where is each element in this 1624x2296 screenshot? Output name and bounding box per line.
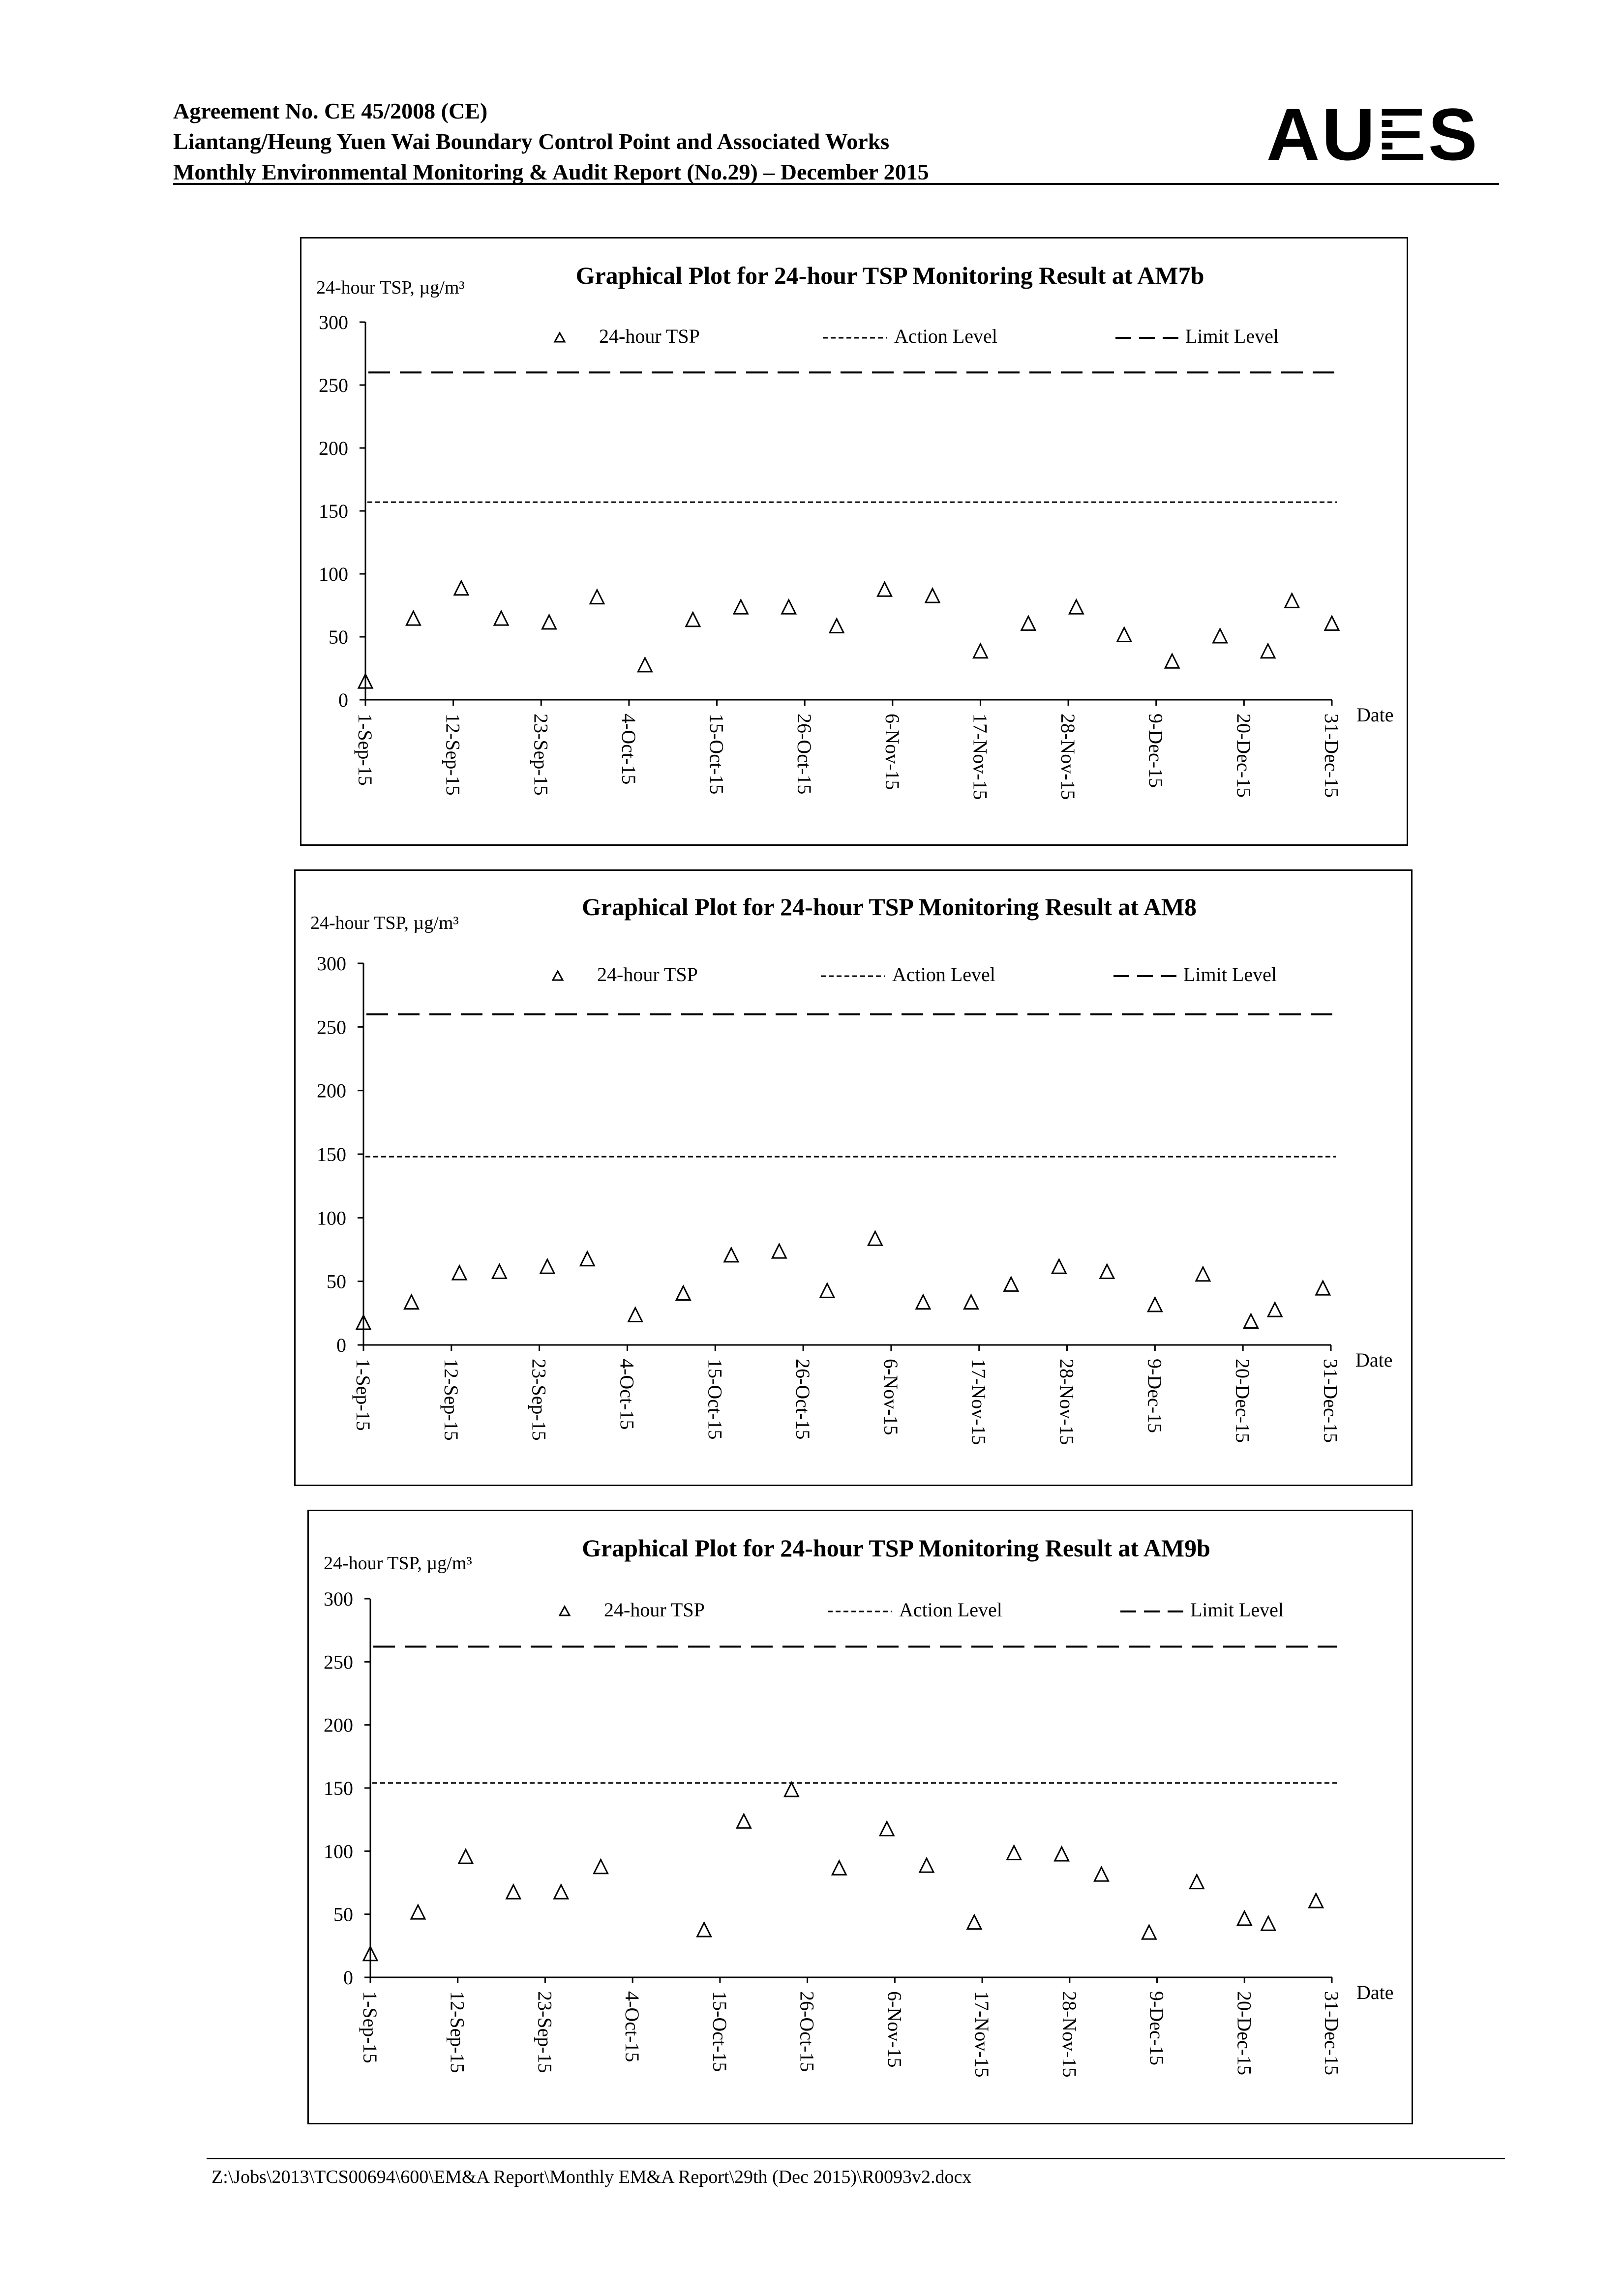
tsp-data-point	[507, 1885, 520, 1899]
tsp-data-point	[880, 1822, 894, 1836]
tsp-data-point	[1213, 629, 1227, 643]
tsp-data-point	[554, 1885, 568, 1899]
tsp-data-point	[452, 1266, 466, 1280]
y-axis-label: 24-hour TSP, µg/m³	[310, 913, 459, 933]
x-tick-label: 20-Dec-15	[1233, 714, 1255, 798]
tsp-data-point	[1261, 644, 1275, 658]
y-tick-label: 50	[329, 626, 348, 648]
tsp-data-point	[916, 1295, 930, 1309]
x-tick-label: 6-Nov-15	[879, 1359, 902, 1435]
tsp-data-point	[594, 1860, 608, 1874]
x-tick-label: 6-Nov-15	[881, 714, 903, 790]
tsp-data-point	[1142, 1925, 1156, 1939]
x-tick-label: 15-Oct-15	[705, 714, 728, 795]
tsp-data-point	[629, 1308, 642, 1322]
tsp-data-point	[1007, 1846, 1021, 1859]
y-tick-label: 150	[319, 500, 348, 522]
logo-text-e: E	[1377, 93, 1428, 176]
tsp-data-point	[676, 1286, 690, 1300]
x-tick-label: 12-Sep-15	[440, 1359, 462, 1441]
tsp-data-point	[590, 590, 604, 604]
legend-label-limit: Limit Level	[1190, 1599, 1284, 1621]
tsp-data-point	[920, 1858, 933, 1872]
x-tick-label: 1-Sep-15	[352, 1359, 374, 1431]
tsp-data-point	[967, 1915, 981, 1929]
tsp-data-point	[734, 600, 748, 614]
tsp-data-point	[832, 1861, 846, 1875]
tsp-data-point	[1316, 1281, 1330, 1295]
tsp-data-point	[411, 1905, 425, 1919]
chart-legend	[560, 1599, 1284, 1621]
y-tick-label: 250	[319, 374, 348, 396]
y-tick-label: 100	[324, 1840, 353, 1863]
x-tick-label: 26-Oct-15	[796, 1991, 818, 2072]
tsp-data-point	[492, 1265, 506, 1279]
tsp-data-point	[784, 1783, 798, 1796]
y-tick-label: 200	[317, 1079, 346, 1102]
x-tick-label: 26-Oct-15	[793, 714, 816, 795]
x-tick-label: 9-Dec-15	[1143, 1359, 1166, 1433]
y-tick-label: 50	[327, 1270, 346, 1293]
x-tick-label: 31-Dec-15	[1321, 1991, 1343, 2076]
footer-divider	[207, 2158, 1505, 2159]
x-tick-label: 4-Oct-15	[617, 714, 640, 785]
x-axis-label: Date	[1356, 704, 1394, 726]
chart-am9b	[307, 1510, 1413, 2124]
chart-title: Graphical Plot for 24-hour TSP Monitoring Result at AM8	[581, 893, 1197, 921]
logo-text-au: AU	[1266, 93, 1377, 176]
tsp-data-point	[1148, 1298, 1162, 1312]
y-tick-label: 0	[338, 689, 348, 711]
tsp-data-point	[1237, 1911, 1251, 1925]
y-tick-label: 150	[324, 1777, 353, 1799]
tsp-data-point	[1190, 1875, 1203, 1889]
y-tick-label: 0	[343, 1967, 353, 1989]
chart-am8-svg	[296, 871, 1414, 1488]
tsp-data-point	[454, 581, 468, 595]
tsp-data-point	[1262, 1916, 1275, 1930]
tsp-data-point	[964, 1295, 978, 1309]
tsp-data-point	[830, 619, 843, 633]
y-tick-label: 250	[317, 1016, 346, 1039]
tsp-data-point	[1244, 1314, 1258, 1328]
tsp-data-point	[1094, 1867, 1108, 1881]
tsp-data-point	[406, 611, 420, 625]
legend-label-tsp: 24-hour TSP	[604, 1599, 705, 1621]
x-tick-label: 15-Oct-15	[708, 1991, 731, 2072]
x-tick-label: 12-Sep-15	[442, 714, 464, 796]
tsp-data-point	[878, 582, 892, 596]
tsp-data-point	[1285, 594, 1299, 607]
tsp-data-point	[459, 1849, 473, 1863]
tsp-data-point	[541, 1259, 554, 1273]
x-tick-label: 17-Nov-15	[971, 1991, 993, 2078]
legend-label-tsp: 24-hour TSP	[597, 963, 698, 985]
tsp-data-point	[1268, 1303, 1282, 1316]
tsp-data-point	[868, 1231, 882, 1245]
y-tick-label: 300	[319, 311, 348, 333]
x-tick-label: 17-Nov-15	[967, 1359, 990, 1445]
tsp-data-point	[724, 1248, 738, 1262]
tsp-data-point	[1052, 1259, 1066, 1273]
tsp-data-point	[697, 1923, 711, 1937]
tsp-data-point	[686, 613, 700, 626]
x-tick-label: 23-Sep-15	[534, 1991, 556, 2073]
legend-label-limit: Limit Level	[1183, 963, 1277, 985]
x-tick-label: 31-Dec-15	[1320, 1359, 1342, 1443]
tsp-data-point	[1022, 616, 1035, 630]
tsp-data-point	[638, 658, 652, 672]
tsp-data-point	[820, 1283, 834, 1297]
x-tick-label: 12-Sep-15	[446, 1991, 469, 2073]
x-tick-label: 23-Sep-15	[528, 1359, 550, 1441]
x-tick-label: 1-Sep-15	[354, 714, 376, 786]
x-tick-label: 20-Dec-15	[1232, 1359, 1254, 1443]
x-tick-label: 6-Nov-15	[883, 1991, 906, 2068]
legend-label-action: Action Level	[894, 325, 997, 347]
legend-marker-tsp	[553, 971, 563, 980]
x-tick-label: 23-Sep-15	[530, 714, 552, 796]
tsp-data-point	[1100, 1265, 1114, 1279]
tsp-data-point	[542, 615, 556, 629]
y-tick-label: 100	[319, 563, 348, 585]
tsp-data-point	[494, 611, 508, 625]
tsp-data-point	[580, 1252, 594, 1266]
x-tick-label: 4-Oct-15	[616, 1359, 638, 1430]
chart-legend	[555, 325, 1279, 347]
x-tick-label: 4-Oct-15	[621, 1991, 644, 2062]
chart-title: Graphical Plot for 24-hour TSP Monitoring Result at AM9b	[582, 1534, 1210, 1562]
x-tick-label: 31-Dec-15	[1321, 714, 1343, 798]
tsp-data-point	[1055, 1847, 1069, 1861]
y-tick-label: 0	[336, 1334, 346, 1356]
tsp-data-point	[973, 644, 987, 658]
chart-am7b	[300, 237, 1408, 846]
y-tick-label: 200	[324, 1714, 353, 1736]
legend-label-tsp: 24-hour TSP	[599, 325, 700, 347]
tsp-data-point	[782, 600, 796, 614]
chart-legend	[553, 963, 1277, 985]
tsp-data-point	[1004, 1277, 1018, 1291]
y-tick-label: 100	[317, 1207, 346, 1229]
agreement-number: Agreement No. CE 45/2008 (CE)	[173, 98, 488, 123]
tsp-data-point	[1117, 627, 1131, 641]
tsp-data-point	[1309, 1894, 1323, 1908]
x-axis-label: Date	[1355, 1349, 1393, 1371]
y-tick-label: 200	[319, 437, 348, 459]
y-tick-label: 250	[324, 1651, 353, 1673]
x-tick-label: 26-Oct-15	[792, 1359, 814, 1440]
legend-label-limit: Limit Level	[1185, 325, 1279, 347]
y-axis-label: 24-hour TSP, µg/m³	[324, 1553, 472, 1574]
tsp-data-point	[737, 1814, 751, 1828]
x-tick-label: 15-Oct-15	[704, 1359, 726, 1440]
x-tick-label: 9-Dec-15	[1144, 714, 1167, 788]
file-path: Z:\Jobs\2013\TCS00694\600\EM&A Report\Monthly EM&A Report\29th (Dec 2015)\R0093v2.docx	[211, 2167, 972, 2187]
aues-logo	[1266, 93, 1479, 176]
tsp-data-point	[1069, 600, 1083, 614]
x-tick-label: 9-Dec-15	[1145, 1991, 1168, 2066]
tsp-data-point	[1165, 654, 1179, 668]
logo-text-s: S	[1428, 93, 1479, 176]
y-tick-label: 300	[324, 1588, 353, 1610]
legend-label-action: Action Level	[892, 963, 995, 985]
chart-am8	[294, 869, 1413, 1486]
tsp-data-point	[405, 1295, 419, 1309]
chart-am9b-svg	[309, 1511, 1414, 2126]
report-title: Monthly Environmental Monitoring & Audit Report (No.29) – December 2015	[173, 159, 929, 184]
project-title: Liantang/Heung Yuen Wai Boundary Control Point and Associated Works	[173, 129, 890, 154]
legend-marker-tsp	[555, 333, 565, 342]
x-tick-label: 28-Nov-15	[1057, 714, 1080, 800]
tsp-data-point	[1325, 616, 1339, 630]
x-axis-label: Date	[1356, 1981, 1394, 2003]
y-tick-label: 300	[317, 953, 346, 975]
y-tick-label: 150	[317, 1143, 346, 1165]
chart-title: Graphical Plot for 24-hour TSP Monitoring Result at AM7b	[575, 262, 1204, 289]
tsp-data-point	[772, 1244, 786, 1258]
y-axis-label: 24-hour TSP, µg/m³	[316, 277, 465, 298]
tsp-data-point	[926, 589, 939, 602]
legend-label-action: Action Level	[899, 1599, 1002, 1621]
legend-marker-tsp	[560, 1607, 570, 1615]
x-tick-label: 28-Nov-15	[1055, 1359, 1078, 1445]
x-tick-label: 28-Nov-15	[1058, 1991, 1081, 2078]
x-tick-label: 20-Dec-15	[1233, 1991, 1256, 2076]
header-divider	[173, 183, 1499, 185]
chart-am7b-svg	[301, 239, 1410, 847]
x-tick-label: 17-Nov-15	[969, 714, 992, 800]
tsp-data-point	[1196, 1267, 1210, 1281]
x-tick-label: 1-Sep-15	[359, 1991, 381, 2063]
y-tick-label: 50	[333, 1903, 353, 1926]
